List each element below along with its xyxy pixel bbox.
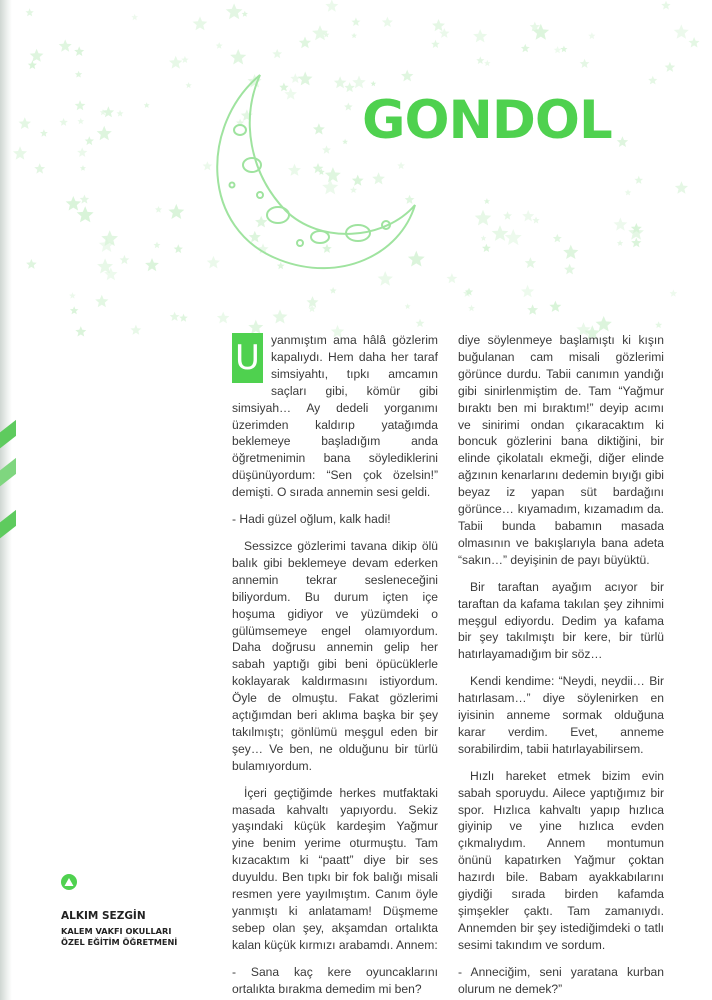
star-decoration	[675, 181, 688, 194]
star-decoration	[475, 210, 492, 226]
star-decoration	[299, 37, 311, 49]
star-decoration	[553, 234, 562, 242]
star-decoration	[431, 40, 440, 48]
star-decoration	[179, 314, 188, 322]
star-decoration	[648, 76, 657, 85]
star-decoration	[181, 56, 188, 63]
star-decoration	[588, 32, 595, 39]
star-decoration	[527, 304, 538, 314]
star-decoration	[168, 204, 184, 219]
star-decoration	[97, 126, 112, 140]
star-decoration	[74, 46, 84, 56]
star-decoration	[625, 189, 632, 195]
star-decoration	[216, 42, 223, 49]
star-decoration	[145, 258, 159, 271]
star-decoration	[30, 49, 44, 62]
star-decoration	[13, 146, 27, 159]
paragraph: Kendi kendime: “Neydi, neydii… Bir hatırlasam…” diye söylenirken en iyisinin anneme sormak olduğuna karar verdim. Evet, anneme sorabilirdim, tabii hatırlayabilirsem.	[458, 674, 664, 756]
star-decoration	[69, 292, 76, 298]
star-decoration	[563, 245, 578, 259]
star-decoration	[554, 46, 562, 53]
star-decoration	[170, 312, 180, 321]
star-decoration	[560, 46, 567, 53]
star-decoration	[169, 56, 182, 69]
star-decoration	[635, 176, 644, 184]
star-decoration	[532, 217, 539, 224]
paragraph: diye söylenmeye başlamıştı ki kışın buğulanan cam misali gözlerimi görünce durdu. Tabii canımın yandığı gibi sinirlenmiştim de. Tam “Yağmur bıraktı ben mi bıraktım!” deyip acımı ve sinirimi ondan çıkaracaktım ki boncuk gözlerini bana diktiğini, bir elinde çikolatalı ekmeği, diğer elinde ağzının kenarlarını dedemin bıyığı gibi beyaz iz yapan süt bardağını görünce… kıyamadım, kızamadım da. Tabii bunda babamın masada olmasının ve bakışlarıyla bana adeta “sakın…” deyişinin de payı büyüktü.	[458, 333, 664, 567]
star-decoration	[40, 129, 48, 136]
star-decoration	[70, 306, 79, 314]
star-decoration	[26, 8, 34, 16]
star-decoration	[217, 312, 230, 324]
star-decoration	[154, 242, 161, 249]
star-decoration	[117, 110, 124, 117]
star-decoration	[77, 118, 84, 124]
author-triangle-icon	[61, 874, 77, 890]
star-decoration	[242, 11, 248, 17]
star-decoration	[103, 106, 114, 117]
article-column-right	[458, 332, 664, 1000]
star-decoration	[522, 210, 534, 221]
star-decoration	[596, 316, 612, 332]
star-decoration	[476, 56, 484, 64]
star-decoration	[665, 62, 676, 72]
star-decoration	[525, 257, 536, 268]
paragraph: İçeri geçtiğimde herkes mutfaktaki masada kahvaltı yapıyordu. Sekiz yaşındaki küçük kardeşim Yağmur yine benim yerime oturmuştu. Tam kızacaktım ki “paatt” diye bir ses duyuldu. Ben tıpkı bir fok balığı misali resmen yere yayılmıştım. Canım öyle yanmıştı ki anlatamam! Düşmeme sebep olan şey, akşamdan ortalıkta kalan küçük kırmızı arabamdı. Annem:	[232, 785, 438, 952]
star-decoration	[131, 325, 142, 335]
star-decoration	[481, 235, 487, 241]
paragraph: Sessizce gözlerimi tavana dikip ölü balık gibi beklemeye devam ederken annemin tekrar sesleneceğini biliyordum. Bu durum içten içe hoşuma gidiyor ve yüzümdeki o gülümsemeye engel olamıyordum. Daha doğrusu annemin gelip her sabah yaptığı gibi beni öpücüklerle koklayarak kaldırmasını istiyordum. Öyle de olmuştu. Fakat gözlerimi açtığımdan beri aklıma başka bir şey takılmıştı; gönlümü meşgul eden bir şey… Ve ben, ne olduğunu bir türlü bulamıyordum.	[232, 538, 438, 773]
star-decoration	[564, 264, 575, 275]
star-decoration	[77, 206, 94, 222]
paragraph-text: yanmıştım ama hâlâ gözlerim kapalıydı. Hem daha her taraf simsiyahtı, tıpkı amcamın saçları gibi, kömür gibi simsiyah… Ay dedeli yorganımı üzerimden kaldırıp yatağımda beklemeye başladığım anda öğretmenimin bana söylediklerini düşünüyordum: “Sen çok özelsin!” demişti. O sırada annemin sesi geldi.	[232, 333, 438, 500]
star-decoration	[473, 29, 487, 42]
dropcap: U	[232, 333, 263, 383]
star-decoration	[325, 0, 338, 12]
star-decoration	[521, 44, 530, 52]
star-decoration	[468, 305, 475, 312]
star-decoration	[549, 301, 561, 312]
star-decoration	[352, 18, 361, 27]
star-decoration	[484, 198, 490, 204]
author-name: ALKIM SEZGİN	[61, 910, 146, 922]
star-decoration	[614, 218, 628, 231]
star-decoration	[689, 37, 700, 48]
paragraph	[232, 332, 438, 501]
star-decoration	[312, 25, 328, 40]
star-decoration	[273, 309, 288, 323]
star-decoration	[26, 259, 37, 269]
star-decoration	[226, 3, 243, 19]
page-title: GONDOL	[362, 90, 612, 151]
paragraph: Bir taraftan ayağım acıyor bir taraftan da kafama takılan şey zihnimi meşgul ediyordu. Dedim ya kafama bir şey takılmıştı bir kere, bir türlü hatırlayamadığım bir söz…	[458, 579, 664, 662]
article-column-left	[232, 332, 438, 1000]
star-decoration	[193, 16, 208, 30]
star-decoration	[28, 61, 37, 70]
star-decoration	[77, 147, 87, 157]
star-decoration	[482, 244, 491, 252]
star-decoration	[85, 136, 94, 145]
star-decoration	[580, 59, 590, 68]
paragraph: - Sana kaç kere oyuncaklarını ortalıkta bırakma demedim mi ben?	[232, 964, 438, 996]
author-role: ÖZEL EĞİTİM ÖĞRETMENİ	[61, 937, 178, 947]
paragraph: - Hadi güzel oğlum, kalk hadi!	[232, 512, 391, 527]
star-decoration	[484, 60, 491, 66]
star-decoration	[131, 14, 138, 20]
star-decoration	[521, 285, 534, 298]
star-decoration	[75, 326, 86, 336]
star-decoration	[75, 100, 86, 110]
star-decoration	[75, 71, 82, 78]
star-decoration	[416, 319, 425, 327]
star-decoration	[174, 244, 183, 253]
star-decoration	[351, 33, 357, 38]
star-decoration	[670, 290, 678, 297]
star-decoration	[617, 240, 623, 246]
star-decoration	[95, 295, 108, 308]
star-decoration	[66, 196, 81, 211]
star-decoration	[617, 136, 628, 147]
star-decoration	[661, 1, 670, 10]
star-decoration	[655, 321, 662, 328]
star-decoration	[59, 39, 72, 51]
star-decoration	[382, 17, 393, 27]
star-decoration	[59, 118, 67, 126]
star-decoration	[631, 238, 641, 248]
paragraph: Hızlı hareket etmek bizim evin sabah sporuydu. Ailece yaptığımız bir spor. Hızlıca kahvaltı yapıp hızlıca giyinip ve yine hızlıca evden çıkmalıydım. Annem montumun önünü kapatırken Yağmur çoktan hazırdı bile. Babam ayakkabılarını giydiği sırada birden kafamda şimşekler çaktı. Tam zamanıydı. Annemden bir şey istediğimdeki o tatlı sesimi takındım ve sordum.	[458, 768, 664, 952]
star-decoration	[503, 211, 512, 219]
star-decoration	[80, 195, 90, 204]
star-decoration	[34, 163, 45, 173]
star-decoration	[80, 165, 86, 171]
star-decoration	[19, 117, 31, 129]
star-decoration	[674, 24, 689, 38]
author-institution: KALEM VAKFI OKULLARI	[61, 926, 172, 936]
star-decoration	[432, 19, 445, 31]
star-decoration	[120, 255, 130, 264]
star-decoration	[492, 225, 509, 241]
star-decoration	[144, 102, 150, 108]
paragraph: - Anneciğim, seni yaratana kurban olurum ne demek?”	[458, 964, 664, 996]
star-decoration	[155, 206, 162, 213]
